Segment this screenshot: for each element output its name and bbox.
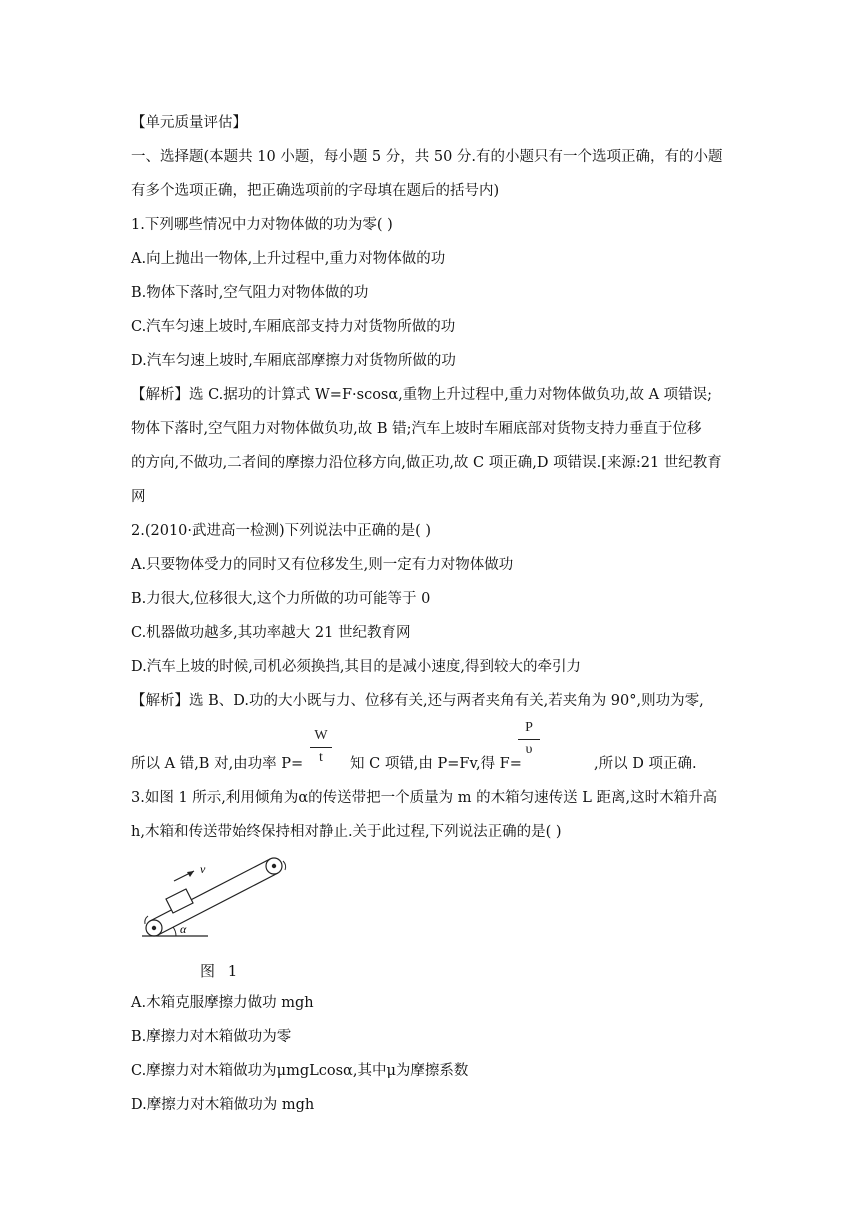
q2-stem: 2.(2010·武进高一检测)下列说法中正确的是( ) xyxy=(131,523,432,539)
q2-analysis-line-1: 【解析】选 B、D.功的大小既与力、位移有关,还与两者夹角有关,若夹角为 90°,则功为零, xyxy=(131,693,704,709)
fraction-p-over-v xyxy=(518,720,540,758)
q2-analysis-line-2b: 知 C 项错,由 P=Fv,得 F= xyxy=(350,756,522,772)
wooden-box xyxy=(166,889,193,913)
q2-option-b: B.力很大,位移很大,这个力所做的功可能等于 0 xyxy=(131,591,431,607)
rotation-arrow-icon xyxy=(283,861,286,870)
unit-heading: 【单元质量评估】 xyxy=(131,115,247,131)
fraction-denominator: υ xyxy=(525,742,533,757)
lower-pulley-axle xyxy=(152,926,156,930)
angle-arc xyxy=(173,927,176,936)
velocity-label: v xyxy=(200,862,206,876)
section-instructions-line-2: 有多个选项正确，把正确选项前的字母填在题后的括号内) xyxy=(131,183,500,199)
q2-analysis-line-2a: 所以 A 错,B 对,由功率 P= xyxy=(131,756,304,772)
fraction-numerator: W xyxy=(314,728,328,743)
q3-stem-line-1: 3.如图 1 所示,利用倾角为α的传送带把一个质量为 m 的木箱匀速传送 L 距离,这时木箱升高 xyxy=(131,790,718,806)
fraction-numerator: P xyxy=(525,720,533,735)
fraction-w-over-t xyxy=(310,728,332,766)
q1-stem: 1.下列哪些情况中力对物体做的功为零( ) xyxy=(131,217,393,233)
fraction-denominator: t xyxy=(319,750,323,765)
q1-analysis-line-2: 物体下落时,空气阻力对物体做负功,故 B 错;汽车上坡时车厢底部对货物支持力垂直于位移 xyxy=(131,421,702,437)
angle-label: α xyxy=(180,922,187,936)
q3-stem-line-2: h,木箱和传送带始终保持相对静止.关于此过程,下列说法正确的是( ) xyxy=(131,824,562,840)
q1-analysis-line-4: 网 xyxy=(131,489,146,505)
upper-pulley-axle xyxy=(272,864,276,868)
q3-option-c: C.摩擦力对木箱做功为μmgLcosα,其中μ为摩擦系数 xyxy=(131,1063,469,1079)
conveyor-belt-figure xyxy=(140,855,310,945)
q3-option-d: D.摩擦力对木箱做功为 mgh xyxy=(131,1097,315,1113)
q3-option-b: B.摩擦力对木箱做功为零 xyxy=(131,1029,292,1045)
q1-option-c: C.汽车匀速上坡时,车厢底部支持力对货物所做的功 xyxy=(131,319,456,335)
q1-analysis-line-1: 【解析】选 C.据功的计算式 W=F·scosα,重物上升过程中,重力对物体做负功,故 A 项错误; xyxy=(131,387,713,403)
q2-option-a: A.只要物体受力的同时又有位移发生,则一定有力对物体做功 xyxy=(131,557,514,573)
q2-option-c: C.机器做功越多,其功率越大 21 世纪教育网 xyxy=(131,625,411,641)
q3-option-a: A.木箱克服摩擦力做功 mgh xyxy=(131,995,314,1011)
q1-analysis-line-3: 的方向,不做功,二者间的摩擦力沿位移方向,做正功,故 C 项正确,D 项错误.[来源:21 世纪教育 xyxy=(131,455,722,471)
q1-option-d: D.汽车匀速上坡时,车厢底部摩擦力对货物所做的功 xyxy=(131,353,456,369)
q1-option-b: B.物体下落时,空气阻力对物体做的功 xyxy=(131,285,369,301)
section-instructions-line-1: 一、选择题(本题共 10 小题，每小题 5 分，共 50 分.有的小题只有一个选项正确，有的小题 xyxy=(131,149,723,165)
fraction-bar xyxy=(310,747,332,748)
q2-analysis-line-2c: ,所以 D 项正确. xyxy=(594,756,697,772)
q1-option-a: A.向上抛出一物体,上升过程中,重力对物体做的功 xyxy=(131,251,446,267)
q2-option-d: D.汽车上坡的时候,司机必须换挡,其目的是减小速度,得到较大的牵引力 xyxy=(131,659,582,675)
belt-top xyxy=(150,859,270,921)
figure-caption: 图 1 xyxy=(200,962,242,980)
fraction-bar xyxy=(518,739,540,740)
